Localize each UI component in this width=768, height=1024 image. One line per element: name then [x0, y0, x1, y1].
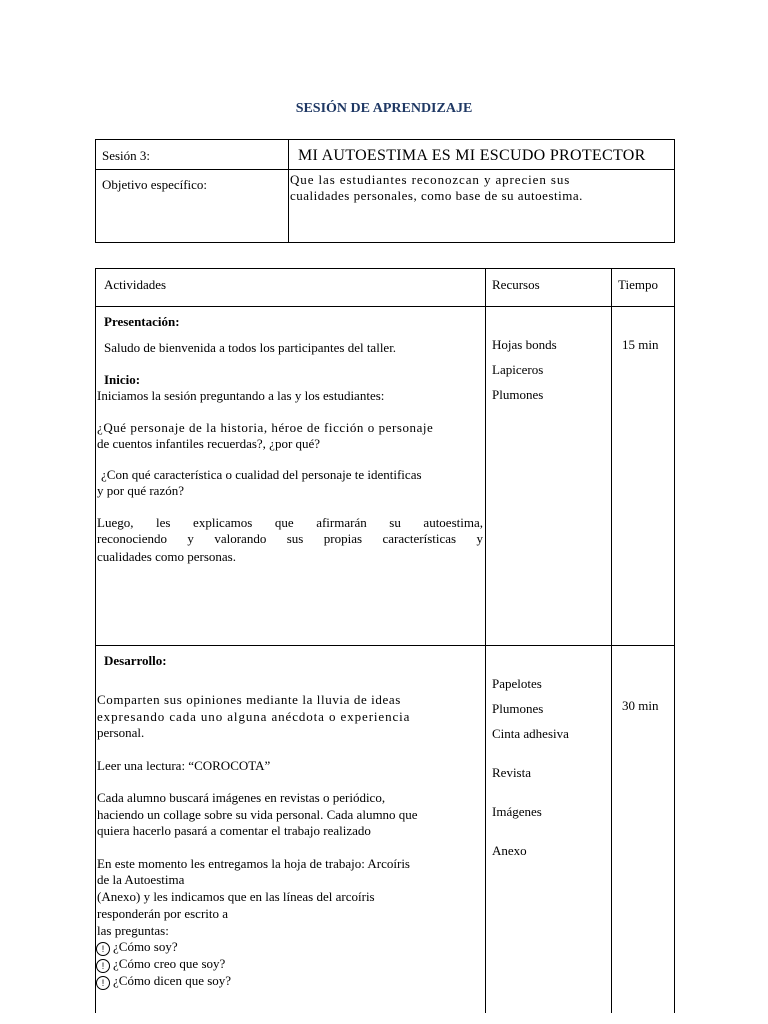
resource-item: Revista — [492, 765, 531, 780]
closing-line: Luego, les explicamos que afirmarán su autoestima, — [97, 515, 483, 530]
session-title: MI AUTOESTIMA ES MI ESCUDO PROTECTOR — [298, 147, 646, 164]
exclamation-circle-icon: ! — [96, 976, 110, 990]
table-divider — [611, 269, 612, 1013]
development-line: En este momento les entregamos la hoja de trabajo: Arcoíris — [97, 856, 410, 871]
intro-text: Iniciamos la sesión preguntando a las y los estudiantes: — [97, 388, 385, 403]
question-line: y por qué razón? — [97, 483, 184, 498]
exclamation-circle-icon: ! — [96, 959, 110, 973]
session-label: Sesión 3: — [102, 148, 151, 163]
resource-item: Anexo — [492, 843, 527, 858]
development-line: Comparten sus opiniones mediante la lluvia de ideas — [97, 692, 401, 707]
closing-line: cualidades como personas. — [97, 549, 236, 564]
question-line: de cuentos infantiles recuerdas?, ¿por qué? — [97, 436, 321, 451]
resource-item: Cinta adhesiva — [492, 726, 569, 741]
resource-item: Papelotes — [492, 676, 542, 691]
resource-item: Hojas bonds — [492, 337, 557, 352]
resource-item: Imágenes — [492, 804, 542, 819]
document-title: SESIÓN DE APRENDIZAJE — [295, 101, 473, 116]
question-line: ¿Con qué característica o cualidad del personaje te identificas — [101, 467, 422, 482]
time-value: 30 min — [622, 698, 659, 713]
question-line: ¿Qué personaje de la historia, héroe de ficción o personaje — [97, 420, 434, 435]
development-heading: Desarrollo: — [104, 653, 167, 668]
development-line: haciendo un collage sobre su vida personal. Cada alumno que — [97, 807, 418, 822]
development-line: responderán por escrito a — [97, 906, 229, 921]
development-line: las preguntas: — [97, 923, 169, 938]
table-divider — [485, 269, 486, 1013]
header-activities: Actividades — [104, 277, 167, 292]
resource-item: Plumones — [492, 387, 544, 402]
question-list-item — [96, 973, 231, 990]
start-heading: Inicio: — [104, 372, 141, 387]
time-value: 15 min — [622, 337, 659, 352]
question-text: ¿Cómo creo que soy? — [113, 956, 226, 971]
objective-text-line: Que las estudiantes reconozcan y aprecien sus — [290, 172, 571, 187]
objective-label: Objetivo específico: — [102, 177, 208, 192]
development-line: Cada alumno buscará imágenes en revistas o periódico, — [97, 790, 386, 805]
development-line: de la Autoestima — [97, 872, 185, 887]
greeting-text: Saludo de bienvenida a todos los participantes del taller. — [104, 340, 397, 355]
question-list-item — [96, 956, 225, 973]
development-line: quiera hacerlo pasará a comentar el trabajo realizado — [97, 823, 371, 838]
table-divider — [96, 645, 674, 646]
question-text: ¿Cómo dicen que soy? — [113, 973, 232, 988]
objective-text-line: cualidades personales, como base de su autoestima. — [290, 188, 583, 203]
presentation-heading: Presentación: — [104, 314, 180, 329]
question-text: ¿Cómo soy? — [113, 939, 178, 954]
resource-item: Lapiceros — [492, 362, 544, 377]
header-time: Tiempo — [618, 277, 658, 292]
table-divider — [96, 306, 674, 307]
development-line: (Anexo) y les indicamos que en las líneas del arcoíris — [97, 889, 375, 904]
reading-title: Leer una lectura: “COROCOTA” — [97, 758, 271, 773]
header-resources: Recursos — [492, 277, 540, 292]
table-divider — [288, 140, 289, 242]
resource-item: Plumones — [492, 701, 544, 716]
closing-line: reconociendo y valorando sus propias características y — [97, 531, 483, 546]
exclamation-circle-icon: ! — [96, 942, 110, 956]
development-line: personal. — [97, 725, 145, 740]
development-line: expresando cada uno alguna anécdota o experiencia — [97, 709, 411, 724]
question-list-item — [96, 939, 178, 956]
table-divider — [96, 169, 674, 170]
